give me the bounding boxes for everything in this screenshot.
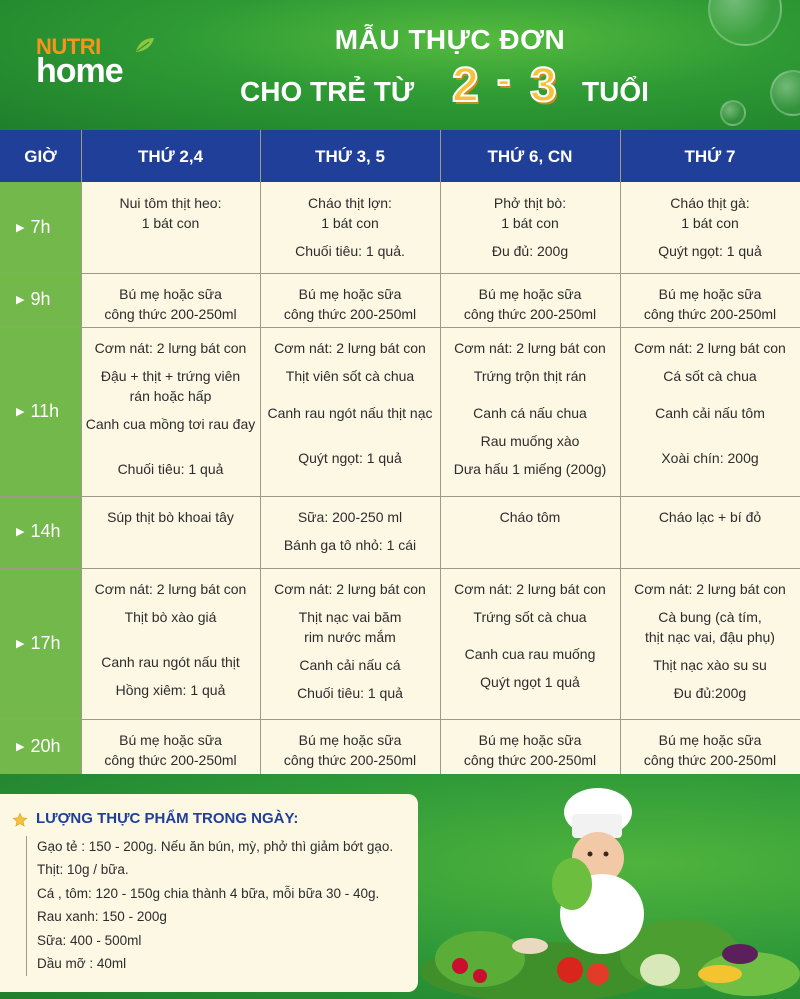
triangle-right-icon: ▶ xyxy=(16,405,25,418)
menu-item-line xyxy=(440,423,620,432)
menu-item-line: Cá sốt cà chua xyxy=(663,368,757,384)
menu-item-line: Thịt nạc vai băm xyxy=(298,609,402,625)
menu-cell xyxy=(81,508,260,528)
column-header-fri-sun: THỨ 6, CN xyxy=(487,147,573,166)
menu-item-line xyxy=(620,647,800,656)
menu-item-line xyxy=(260,675,440,684)
menu-item-line xyxy=(260,600,440,609)
menu-item-line: Chuối tiêu: 1 quả xyxy=(117,460,224,477)
menu-cell xyxy=(260,339,440,468)
menu-item-line: công thức 200-250ml xyxy=(283,305,417,322)
menu-item-line xyxy=(81,645,260,654)
table-header xyxy=(0,130,800,182)
divider xyxy=(0,273,800,274)
menu-item-line: Thịt viên sốt cà chua xyxy=(285,368,415,384)
menu-item-line: Trứng trộn thịt rán xyxy=(473,368,587,384)
menu-item-line: rim nước mắm xyxy=(304,628,396,645)
daily-food-box xyxy=(0,794,418,992)
menu-item-line: 1 bát con xyxy=(681,214,739,231)
menu-item-line: Cơm nát: 2 lưng bát con xyxy=(454,340,606,356)
menu-item-line xyxy=(620,675,800,684)
menu-item-line xyxy=(260,387,440,396)
time-label xyxy=(0,736,81,757)
menu-item-line: Chuối tiêu: 1 quả. xyxy=(295,242,405,259)
menu-item-line: Canh cá nấu chua xyxy=(473,404,587,421)
menu-item-line: Quýt ngọt: 1 quả xyxy=(658,242,762,259)
menu-item-line xyxy=(260,423,440,432)
menu-item-line xyxy=(620,387,800,396)
divider xyxy=(0,568,800,569)
list-item: Rau xanh: 150 - 200g xyxy=(37,909,167,925)
divider xyxy=(0,496,800,497)
menu-item-line xyxy=(620,432,800,441)
menu-item-line: Bú mẹ hoặc sữa xyxy=(298,286,402,302)
menu-item-line: Cơm nát: 2 lưng bát con xyxy=(94,581,247,597)
logo-nutri-text: NUTRI xyxy=(36,34,101,59)
menu-item-line xyxy=(260,359,440,368)
time-text: 20h xyxy=(30,735,61,756)
menu-item-line: công thức 200-250ml xyxy=(104,305,237,322)
menu-item-line xyxy=(260,528,440,537)
menu-item-line: Cháo tôm xyxy=(499,509,561,525)
menu-item-line: Canh cải nấu cá xyxy=(299,656,401,673)
menu-item-line xyxy=(620,423,800,432)
menu-item-line: Bú mẹ hoặc sữa xyxy=(119,286,222,302)
menu-item-line: Súp thịt bò khoai tây xyxy=(107,509,234,525)
menu-item-line: Cháo thịt lợn: xyxy=(308,195,392,211)
menu-item-line: Bú mẹ hoặc sữa xyxy=(478,732,582,748)
divider xyxy=(0,719,800,720)
menu-item-line: Canh rau ngót nấu thịt xyxy=(101,654,240,670)
menu-item-line: Cơm nát: 2 lưng bát con xyxy=(274,340,426,356)
menu-item-line: 1 bát con xyxy=(321,214,379,231)
age-dash: - xyxy=(497,58,511,102)
menu-item-line xyxy=(81,673,260,682)
menu-item-line: Xoài chín: 200g xyxy=(661,449,759,466)
triangle-right-icon: ▶ xyxy=(16,740,25,753)
menu-cell xyxy=(620,339,800,468)
menu-item-line: Đu đủ:200g xyxy=(673,684,747,701)
list-item: Thịt: 10g / bữa. xyxy=(37,862,129,878)
triangle-right-icon: ▶ xyxy=(16,526,25,538)
menu-item-line: công thức 200-250ml xyxy=(463,751,597,768)
menu-item-line: công thức 200-250ml xyxy=(643,305,777,322)
time-text: 9h xyxy=(30,289,51,309)
menu-item-line xyxy=(81,451,260,460)
column-header-tue-thu: THỨ 3, 5 xyxy=(315,147,385,166)
menu-cell xyxy=(440,580,620,692)
menu-item-line xyxy=(440,395,620,404)
decor-bubble xyxy=(708,0,782,46)
list-item: Dầu mỡ : 40ml xyxy=(37,955,127,971)
menu-item-line: rán hoặc hấp xyxy=(129,387,212,404)
menu-item-line: Chuối tiêu: 1 quả xyxy=(297,684,403,701)
menu-item-line: Phở thịt bò: xyxy=(493,195,567,211)
menu-item-line xyxy=(440,664,620,673)
menu-cell xyxy=(81,731,260,770)
column-header-sat: THỨ 7 xyxy=(684,147,736,166)
time-text: 11h xyxy=(30,400,60,421)
triangle-right-icon: ▶ xyxy=(16,637,25,650)
menu-cell xyxy=(260,508,440,556)
menu-item-line xyxy=(260,440,440,449)
divider xyxy=(0,327,800,328)
menu-cell xyxy=(81,194,260,233)
column-header-time: GIỜ xyxy=(24,147,57,166)
menu-cell xyxy=(440,285,620,324)
menu-cell xyxy=(260,580,440,703)
menu-item-line: Thịt bò xào giá xyxy=(124,609,217,625)
menu-item-line xyxy=(81,406,260,415)
logo-home-text: home xyxy=(36,52,123,90)
menu-cell xyxy=(81,285,260,324)
menu-item-line xyxy=(620,359,800,368)
time-label xyxy=(0,401,81,422)
menu-item-line xyxy=(440,359,620,368)
menu-table xyxy=(0,130,800,774)
menu-item-line: Nui tôm thịt heo: xyxy=(119,195,222,211)
list-item: Sữa: 400 - 500ml xyxy=(37,932,142,948)
menu-item-line xyxy=(620,233,800,242)
menu-item-line xyxy=(620,440,800,449)
time-column xyxy=(0,182,81,774)
menu-item-line xyxy=(440,636,620,645)
menu-item-line: công thức 200-250ml xyxy=(283,751,417,768)
daily-food-title: LƯỢNG THỰC PHẨM TRONG NGÀY: xyxy=(36,810,299,827)
time-text: 17h xyxy=(30,632,61,653)
menu-item-line: Cơm nát: 2 lưng bát con xyxy=(454,581,606,597)
menu-item-line xyxy=(440,628,620,637)
menu-item-line: Bú mẹ hoặc sữa xyxy=(119,732,222,748)
menu-item-line: 1 bát con xyxy=(141,214,200,231)
page-title-suffix: TUỔI xyxy=(582,76,649,107)
menu-cell xyxy=(260,285,440,324)
menu-item-line: Đậu + thịt + trứng viên xyxy=(100,368,241,384)
menu-item-line: Trứng sốt cà chua xyxy=(473,609,587,625)
menu-cell xyxy=(440,508,620,528)
age-to-number: 3 xyxy=(530,59,557,112)
menu-item-line: Canh cua rau muống xyxy=(464,645,596,662)
page-title-line1: MẪU THỰC ĐƠN xyxy=(334,24,566,55)
star-icon xyxy=(12,812,28,828)
menu-cell xyxy=(81,580,260,701)
age-from-number: 2 xyxy=(452,59,479,112)
time-label xyxy=(0,521,81,542)
menu-item-line xyxy=(440,600,620,609)
menu-item-line: Bú mẹ hoặc sữa xyxy=(658,286,762,302)
menu-item-line: Đu đủ: 200g xyxy=(491,242,569,259)
nutrihome-logo xyxy=(36,34,156,94)
menu-item-line xyxy=(440,451,620,460)
bottom-section xyxy=(0,774,800,999)
time-text: 14h xyxy=(30,521,61,541)
menu-cell xyxy=(81,339,260,479)
page-title-prefix: CHO TRẺ TỪ xyxy=(240,76,415,107)
menu-item-line xyxy=(260,233,440,242)
menu-item-line xyxy=(81,359,260,368)
menu-item-line: Canh rau ngót nấu thịt nạc xyxy=(267,404,433,421)
menu-cell xyxy=(440,194,620,261)
menu-item-line: Cơm nát: 2 lưng bát con xyxy=(94,340,247,356)
menu-item-line: Cháo thịt gà: xyxy=(670,195,750,211)
menu-item-line xyxy=(620,600,800,609)
menu-cell xyxy=(620,285,800,324)
menu-cell xyxy=(260,731,440,770)
menu-item-line xyxy=(81,434,260,443)
menu-cell xyxy=(440,731,620,770)
decor-bubble xyxy=(720,100,746,126)
menu-item-line xyxy=(260,395,440,404)
menu-item-line: Bú mẹ hoặc sữa xyxy=(478,286,582,302)
menu-item-line: Cơm nát: 2 lưng bát con xyxy=(634,340,786,356)
menu-item-line: Quýt ngọt 1 quả xyxy=(480,673,580,690)
time-text: 7h xyxy=(30,216,51,237)
list-item: Cá , tôm: 120 - 150g chia thành 4 bữa, mỗi bữa 30 - 40g. xyxy=(37,885,380,901)
menu-item-line: công thức 200-250ml xyxy=(643,751,777,768)
menu-item-line: công thức 200-250ml xyxy=(104,751,237,768)
menu-item-line: Cháo lạc + bí đỏ xyxy=(658,509,762,525)
menu-item-line: 1 bát con xyxy=(501,214,559,231)
menu-item-line: Cơm nát: 2 lưng bát con xyxy=(274,581,426,597)
menu-item-line: Canh cua mồng tơi rau đay xyxy=(85,415,256,432)
menu-item-line xyxy=(260,432,440,441)
menu-item-line: Thịt nạc xào su su xyxy=(653,656,767,673)
menu-item-line: Hồng xiêm: 1 quả xyxy=(115,682,226,698)
menu-item-line: Quýt ngọt: 1 quả xyxy=(298,449,402,466)
menu-item-line: công thức 200-250ml xyxy=(463,305,597,322)
leaf-icon xyxy=(134,36,156,54)
menu-item-line xyxy=(81,443,260,452)
menu-item-line: Rau muống xào xyxy=(480,432,580,449)
menu-cell xyxy=(620,508,800,528)
menu-item-line: Bánh ga tô nhỏ: 1 cái xyxy=(283,537,417,553)
menu-item-line xyxy=(440,233,620,242)
column-header-mon-wed: THỨ 2,4 xyxy=(137,147,204,166)
menu-item-line: Sữa: 200-250 ml xyxy=(297,509,403,525)
decor-bubble xyxy=(770,70,800,116)
menu-cell xyxy=(620,731,800,770)
menu-cell xyxy=(620,580,800,703)
menu-cell xyxy=(260,194,440,261)
daily-food-list xyxy=(26,836,393,976)
menu-item-line xyxy=(81,628,260,637)
menu-item-line: Bú mẹ hoặc sữa xyxy=(658,732,762,748)
menu-item-line: Dưa hấu 1 miếng (200g) xyxy=(453,460,607,477)
triangle-right-icon: ▶ xyxy=(16,294,25,306)
baby-chef-illustration xyxy=(420,774,800,999)
menu-item-line: Cà bung (cà tím, xyxy=(658,609,762,625)
menu-item-line xyxy=(81,600,260,609)
menu-cell xyxy=(440,339,620,479)
menu-item-line xyxy=(260,647,440,656)
menu-item-line: Bú mẹ hoặc sữa xyxy=(298,732,402,748)
menu-item-line xyxy=(440,387,620,396)
triangle-right-icon: ▶ xyxy=(16,221,25,234)
time-label xyxy=(0,289,81,310)
menu-item-line: thịt nạc vai, đậu phụ) xyxy=(645,628,775,645)
menu-cell xyxy=(620,194,800,261)
time-label xyxy=(0,217,81,238)
time-label xyxy=(0,633,81,654)
menu-item-line: Canh cải nấu tôm xyxy=(655,404,765,421)
menu-item-line xyxy=(620,395,800,404)
menu-item-line: Cơm nát: 2 lưng bát con xyxy=(634,581,786,597)
header-banner xyxy=(0,0,800,130)
menu-item-line xyxy=(81,636,260,645)
list-item: Gạo tẻ : 150 - 200g. Nếu ăn bún, mỳ, phở thì giảm bớt gạo. xyxy=(37,839,394,854)
